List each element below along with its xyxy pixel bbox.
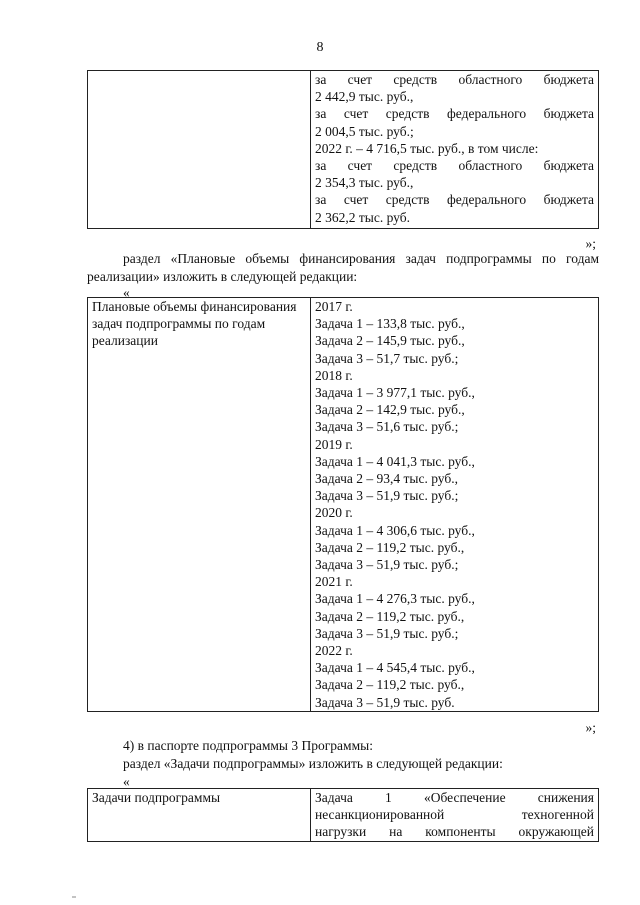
table1-right-cell bbox=[311, 71, 599, 229]
table1-line: 2 354,3 тыс. руб., bbox=[315, 175, 414, 191]
table2-task-line: Задача 2 – 119,2 тыс. руб., bbox=[315, 677, 465, 693]
table2-task-line: Задача 3 – 51,7 тыс. руб.; bbox=[315, 350, 459, 366]
table2-right-cell bbox=[311, 298, 599, 712]
table2-task-line: Задача 1 – 4 306,6 тыс. руб., bbox=[315, 522, 475, 538]
table3-line: Задача 1 «Обеспечение снижения bbox=[315, 790, 594, 805]
table1-line: 2 362,2 тыс. руб. bbox=[315, 209, 410, 225]
table2-year-line: 2022 г. bbox=[315, 643, 353, 659]
table2-task-line: Задача 2 – 145,9 тыс. руб., bbox=[315, 333, 465, 349]
page-number: 8 bbox=[316, 40, 324, 55]
table2-task-line: Задача 1 – 133,8 тыс. руб., bbox=[315, 316, 465, 332]
subprogram-3-paragraph: 4) в паспорте подпрограммы 3 Программы: bbox=[123, 738, 373, 753]
table2-task-line: Задача 3 – 51,6 тыс. руб.; bbox=[315, 419, 459, 435]
table2-year-line: 2020 г. bbox=[315, 505, 353, 521]
table2-task-line: Задача 3 – 51,9 тыс. руб.; bbox=[315, 557, 459, 573]
closing-quote: »; bbox=[585, 720, 596, 735]
table2-task-line: Задача 2 – 93,4 тыс. руб., bbox=[315, 471, 458, 487]
table2-task-line: Задача 2 – 142,9 тыс. руб., bbox=[315, 402, 465, 418]
subprogram-tasks-table bbox=[87, 788, 599, 842]
table2-task-line: Задача 3 – 51,9 тыс. руб.; bbox=[315, 625, 459, 641]
closing-quote: »; bbox=[585, 236, 596, 251]
table2-task-line: Задача 1 – 4 041,3 тыс. руб., bbox=[315, 453, 475, 469]
table2-task-line: Задача 2 – 119,2 тыс. руб., bbox=[315, 539, 465, 555]
planned-funding-table bbox=[87, 297, 599, 712]
funding-table-continuation bbox=[87, 70, 599, 229]
table1-line: 2 004,5 тыс. руб.; bbox=[315, 123, 414, 139]
table2-year-line: 2021 г. bbox=[315, 574, 353, 590]
table2-year-line: 2018 г. bbox=[315, 367, 353, 383]
table2-task-line: Задача 1 – 4 545,4 тыс. руб., bbox=[315, 660, 475, 676]
table1-line: за счет средств областного бюджета bbox=[315, 158, 594, 174]
table1-line: 2 442,9 тыс. руб., bbox=[315, 89, 414, 105]
section-instruction-paragraph: раздел «Плановые объемы финансирования задач подпрограммы по годам реализации» изложить в следующей редакции: bbox=[87, 251, 599, 284]
tasks-section-paragraph: раздел «Задачи подпрограммы» изложить в следующей редакции: bbox=[123, 756, 503, 771]
table2-task-line: Задача 3 – 51,9 тыс. руб. bbox=[315, 694, 455, 710]
table3-line: несанкционированной техногенной bbox=[315, 807, 594, 823]
table3-row-label: Задачи подпрограммы bbox=[92, 790, 221, 805]
table2-year-line: 2017 г. bbox=[315, 299, 353, 314]
table2-task-line: Задача 1 – 3 977,1 тыс. руб., bbox=[315, 385, 475, 401]
table3-left-cell bbox=[88, 789, 311, 842]
table1-line: за счет средств областного бюджета bbox=[315, 72, 594, 87]
table2-left-cell bbox=[88, 298, 311, 712]
table2-task-line: Задача 3 – 51,9 тыс. руб.; bbox=[315, 488, 459, 504]
table2-row-label: Плановые объемы финансирования задач подпрограммы по годам реализации bbox=[92, 299, 297, 349]
table1-line: за счет средств федерального бюджета bbox=[315, 106, 594, 122]
table2-task-line: Задача 1 – 4 276,3 тыс. руб., bbox=[315, 591, 475, 607]
scan-speck bbox=[72, 896, 76, 898]
opening-quote: « bbox=[123, 285, 130, 300]
table1-line: 2022 г. – 4 716,5 тыс. руб., в том числе: bbox=[315, 140, 539, 156]
table2-task-line: Задача 2 – 119,2 тыс. руб., bbox=[315, 608, 465, 624]
opening-quote: « bbox=[123, 774, 130, 789]
table1-line: за счет средств федерального бюджета bbox=[315, 192, 594, 208]
table2-year-line: 2019 г. bbox=[315, 436, 353, 452]
table3-line: нагрузки на компоненты окружающей bbox=[315, 824, 594, 840]
table3-right-cell bbox=[311, 789, 599, 842]
table1-left-cell bbox=[88, 71, 311, 229]
